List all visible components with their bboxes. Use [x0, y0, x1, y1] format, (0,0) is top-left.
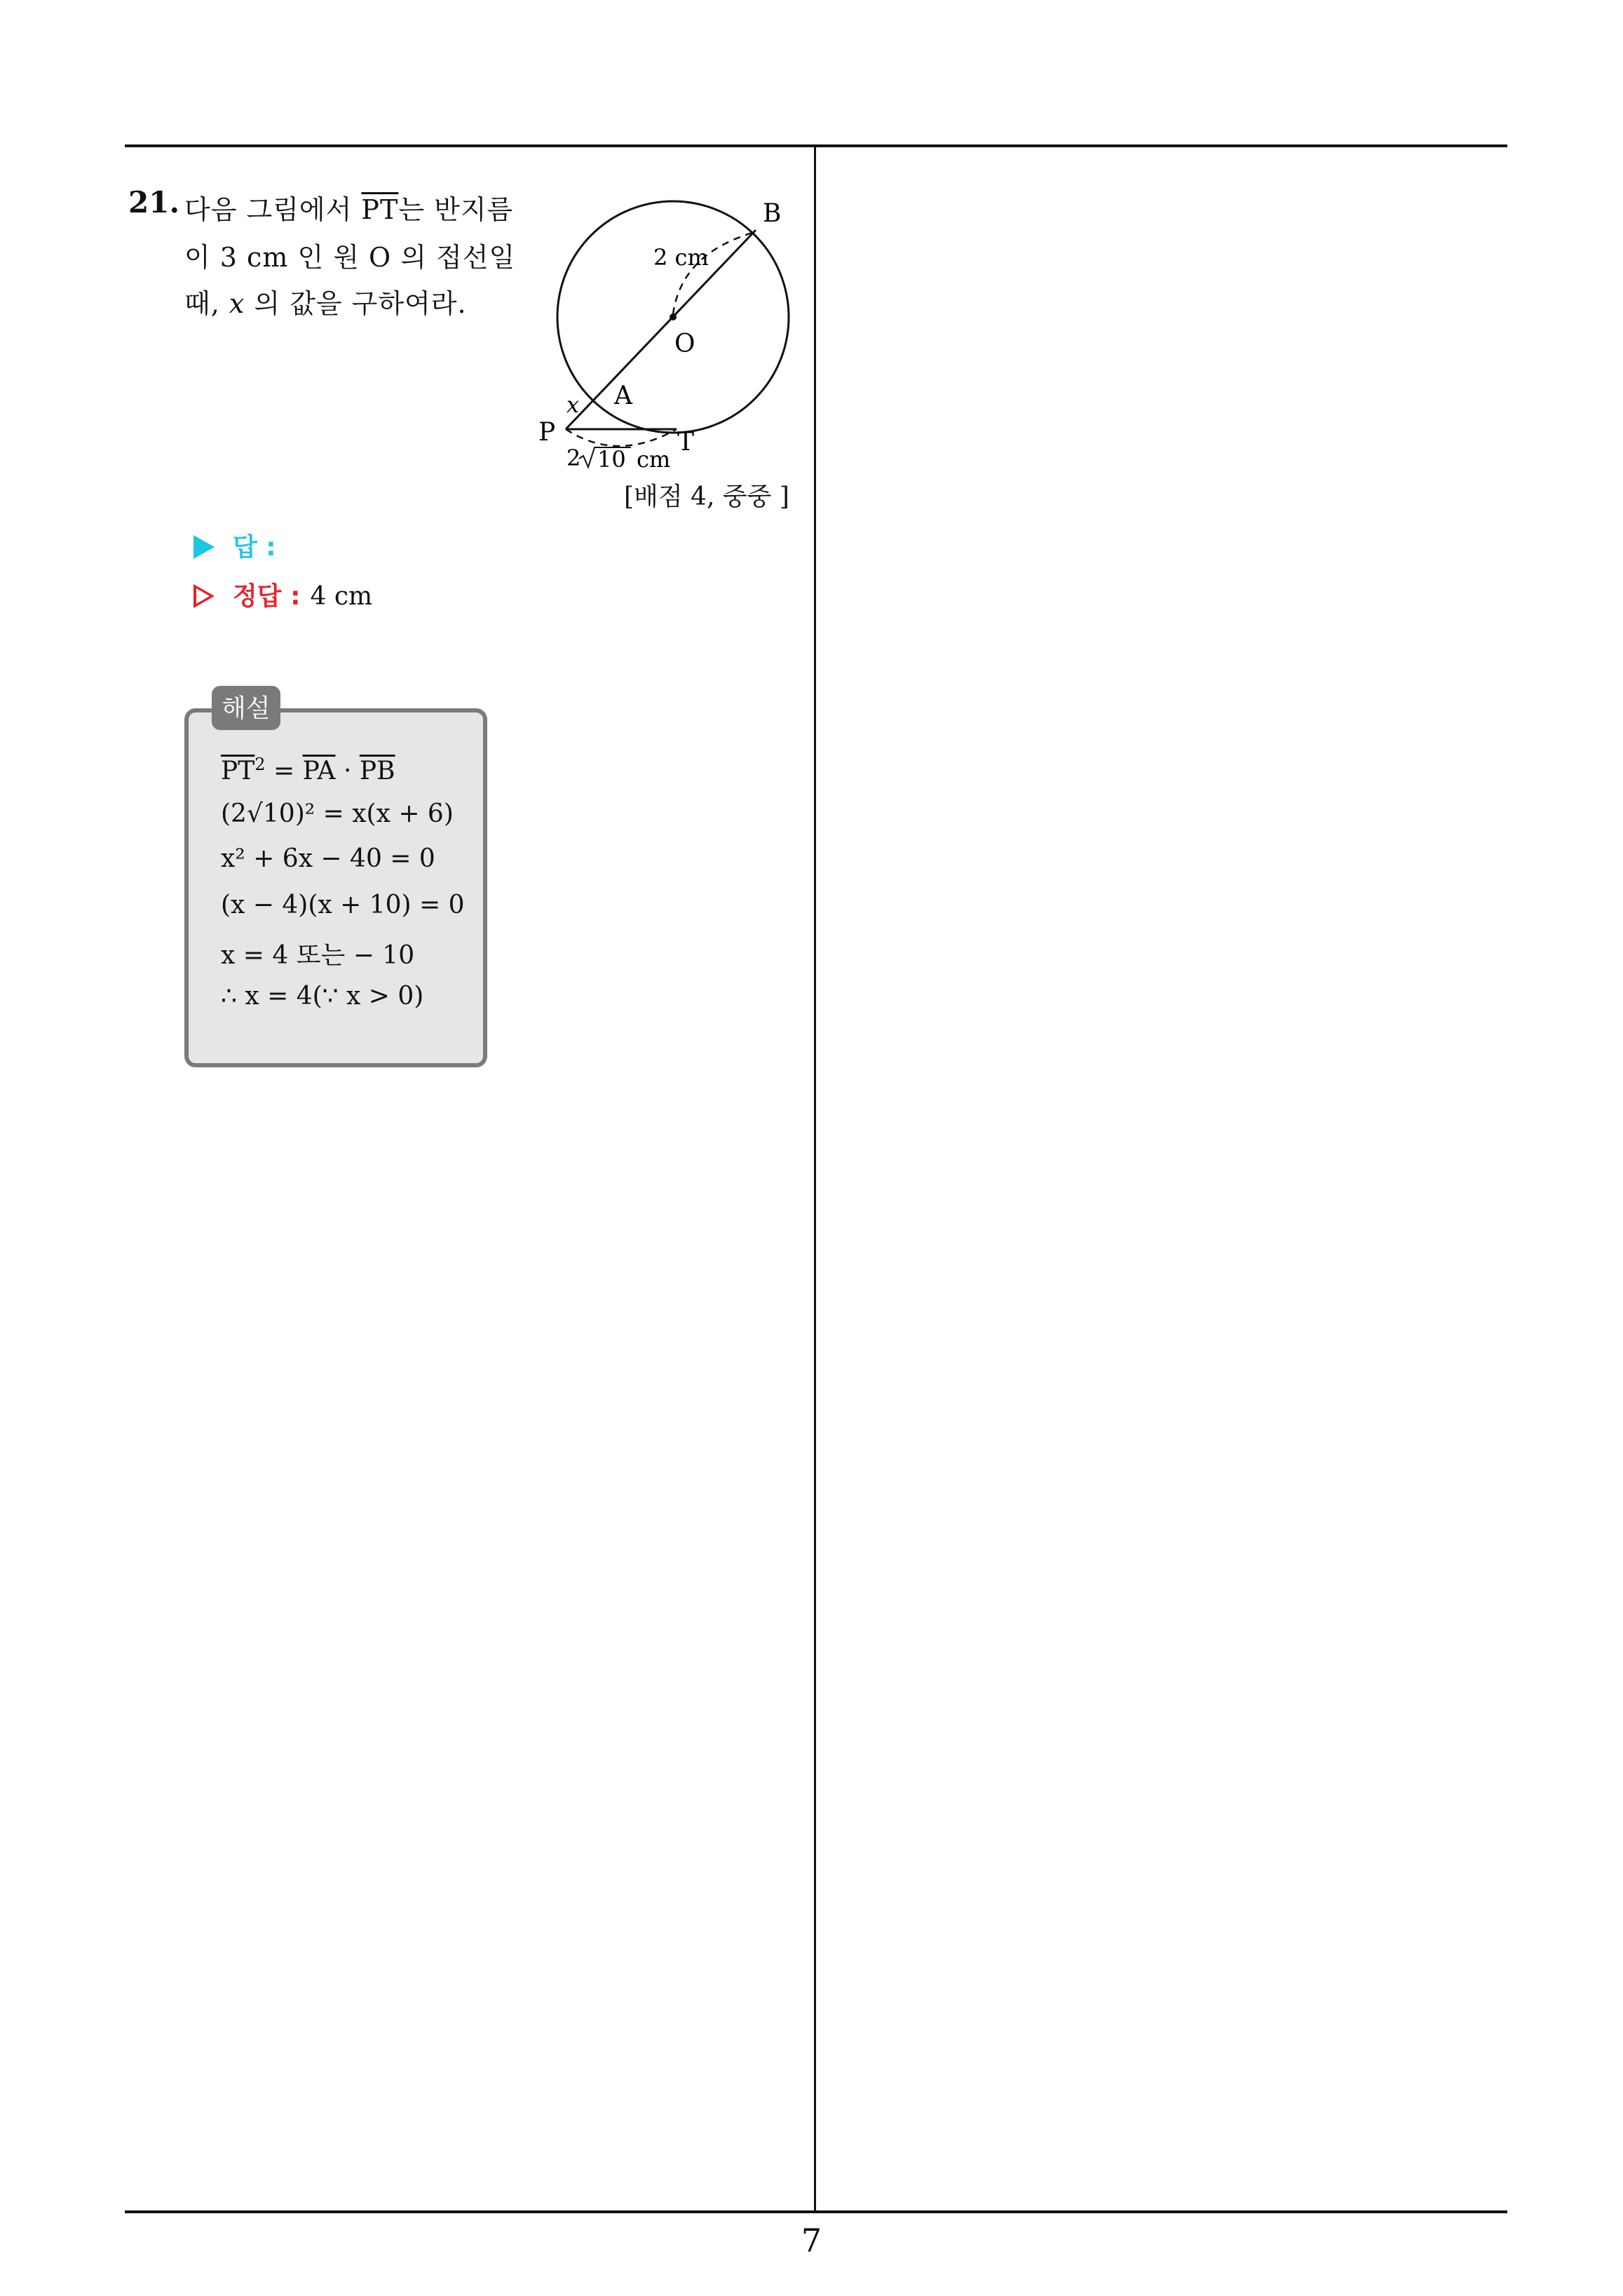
solution-line-4: (x − 4)(x + 10) = 0: [221, 891, 465, 919]
top-rule: [125, 144, 1507, 147]
exponent: 2: [254, 755, 266, 774]
label-b: B: [763, 199, 782, 228]
label-a: A: [614, 381, 632, 410]
label-o: O: [674, 330, 695, 358]
question-text: 다음 그림에서: [184, 194, 362, 225]
segment-pb: $\overline{PB}$: [359, 757, 395, 785]
solution-line-1: [221, 755, 395, 785]
label-tangent-unit: cm: [637, 446, 671, 473]
segment-pt: $\overline{PT}$: [361, 194, 399, 225]
segment-pt: $\overline{PT}$: [221, 757, 255, 785]
answer-label: 답 :: [233, 533, 276, 562]
answer-row: [193, 527, 286, 563]
correct-answer-value: 4 cm: [310, 582, 373, 611]
label-x: x: [566, 391, 580, 418]
score-label: [배점 4, 중중 ]: [624, 482, 789, 511]
bottom-rule: [125, 2210, 1507, 2213]
label-p: P: [538, 418, 556, 447]
question-line-1: [184, 188, 513, 227]
label-tangent-coef: 2: [566, 445, 581, 471]
circle-tangent-figure: [533, 189, 813, 484]
question-line-3: [184, 282, 467, 320]
label-t: T: [677, 428, 695, 457]
page-number: 7: [801, 2222, 822, 2260]
label-radius: 2 cm: [653, 244, 709, 271]
variable-x: x: [229, 288, 245, 319]
play-icon: [193, 535, 215, 559]
question-number: 21.: [128, 185, 180, 220]
solution-line-3: x² + 6x − 40 = 0: [221, 844, 435, 873]
correct-answer-row: [193, 576, 372, 612]
question-text: 는 반지름: [398, 194, 514, 225]
question-text: 의 값을 구하여라.: [245, 288, 467, 319]
label-tangent-rad: 10: [597, 446, 626, 473]
play-outline-icon: [193, 584, 215, 608]
question-text: 때,: [184, 288, 229, 319]
solution-line-6: ∴ x = 4(∵ x > 0): [221, 982, 424, 1011]
solution-line-5: x = 4 또는 − 10: [221, 941, 415, 970]
correct-answer-label: 정답 :: [233, 582, 301, 611]
center-point: [670, 313, 677, 320]
question-line-2: 이 3 cm 인 원 O 의 접선일: [184, 242, 516, 273]
segment-pa: $\overline{PA}$: [302, 757, 336, 785]
solution-line-2: (2√10)² = x(x + 6): [221, 799, 454, 828]
solution-tag: 해설: [212, 686, 280, 730]
equals-sign: =: [265, 757, 303, 785]
column-divider: [814, 144, 816, 2213]
dot-operator: ·: [335, 757, 360, 785]
